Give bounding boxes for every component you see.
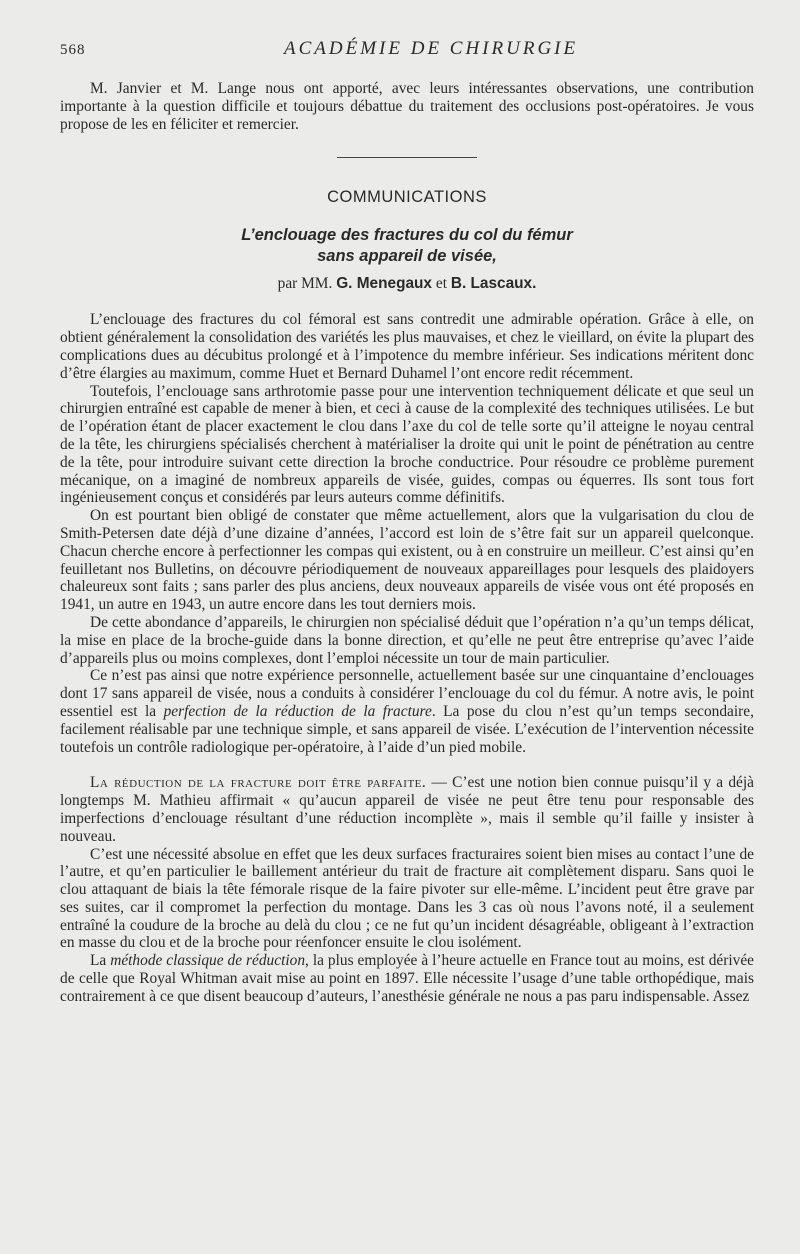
byline-and: et bbox=[435, 275, 447, 293]
p5-text-a: Ce n’est pas ainsi que notre expérience personnelle, actuellement basée sur une cinquantaine d’enclouages dont 17 sans appareil de visée, nous a conduits à considérer l’enclouage du col du fémur. A notre avis, le point essentiel est la bbox=[60, 667, 754, 720]
section-title: COMMUNICATIONS bbox=[327, 188, 487, 207]
article-title-line-1: L’enclouage des fractures du col du fémur bbox=[241, 226, 573, 245]
body-paragraph-3: On est pourtant bien obligé de constater que même actuellement, alors que la vulgarisation du clou de Smith-Petersen date déjà d’une dizaine d’années, l’accord est loin de s’être fait sur un appareil quelconque. Chacun cherche encore à perfectionner les compas qui existent, ou à en construire un meilleur. C’est ainsi qu’en feuilletant nos Bulletins, on découvre périodiquement de nouveaux appareillages pour lesquels des plaidoyers chaleureux sont faits ; sans parler des plus anciens, deux nouveaux appareils de visée vous ont été proposés en 1941, un autre en 1943, un autre encore dans les tout derniers mois. bbox=[60, 507, 754, 614]
author-1: G. Menegaux bbox=[336, 275, 432, 293]
body-paragraph-6 bbox=[60, 774, 754, 845]
article-title-line-2: sans appareil de visée, bbox=[317, 247, 497, 266]
subheading-reduction: La réduction de la fracture doit être parfaite. bbox=[90, 774, 427, 792]
section-gap bbox=[60, 756, 754, 774]
body-paragraph-5 bbox=[60, 667, 754, 756]
page-number: 568 bbox=[60, 42, 86, 58]
p6-text: — C’est une notion bien connue puisqu’il y a déjà longtemps M. Mathieu affirmait « qu’aucun appareil de visée ne peut être tenu pour responsable des imperfections d’enclouage résultant d’une réduction incomplète », mais il semble qu’il faille y insister à nouveau. bbox=[60, 774, 754, 845]
body-paragraph-1: L’enclouage des fractures du col fémoral est sans contredit une admirable opération. Grâce à elle, on obtient généralement la consolidation des variétés les plus mauvaises, et chez le vieillard, on évite la plupart des complications dues au décubitus prolongé et à l’impotence du membre inférieur. Ses indications méritent donc d’être élargies au maximum, comme Huet et Bernard Duhamel l’ont encore redit récemment. bbox=[60, 311, 754, 382]
byline bbox=[60, 275, 754, 293]
section-divider bbox=[337, 157, 477, 158]
page-header bbox=[60, 38, 754, 68]
byline-prefix: par MM. bbox=[277, 275, 333, 293]
p8-text-b: , la plus employée à l’heure actuelle en France tout au moins, est dérivée de celle que Royal Whitman avait mise au point en 1897. Elle nécessite l’usage d’une table orthopédique, mais contrairement à ce que disent beaucoup d’auteurs, l’anesthésie générale ne nous a pas paru indispensable. Assez bbox=[60, 952, 754, 1005]
author-2: B. Lascaux. bbox=[450, 275, 537, 293]
running-title: ACADÉMIE DE CHIRURGIE bbox=[284, 38, 579, 59]
body-paragraph-4: De cette abondance d’appareils, le chirurgien non spécialisé déduit que l’opération n’a qu’un temps délicat, la mise en place de la broche-guide dans la bonne direction, et qu’elle ne peut être entreprise qu’avec l’aide d’appareils plus ou moins complexes, dont l’emploi nécessite un tour de main particulier. bbox=[60, 613, 754, 667]
article-title bbox=[60, 225, 754, 267]
p8-text-a: La bbox=[90, 952, 107, 970]
intro-paragraph: M. Janvier et M. Lange nous ont apporté, avec leurs intéressantes observations, une contribution importante à la question difficile et toujours débattue du traitement des occlusions post-opératoires. Je vous propose de les en féliciter et remercier. bbox=[60, 80, 754, 133]
body-paragraph-8 bbox=[60, 952, 754, 1005]
p5-text-b: . La pose du clou n’est qu’un temps secondaire, facilement réalisable par une technique simple, et sans appareil de visée. L’exécution de l’intervention nécessite toutefois un contrôle radiologique per-opératoire, à l’aide d’un pied mobile. bbox=[60, 702, 754, 756]
body-paragraph-2: Toutefois, l’enclouage sans arthrotomie passe pour une intervention techniquement délicate et que seul un chirurgien entraîné est capable de mener à bien, et ceci à cause de la complexité des techniques utilisées. Le but de l’opération étant de placer exactement le clou dans l’axe du col de telle sorte qu’il atteigne le noyau central de la tête, les chirurgiens spécialisés cherchent à matérialiser la droite qui unit le point de pénétration au centre de la tête, pour introduire suivant cette direction la broche conductrice. Pour résoudre ce problème purement mécanique, on a imaginé de nombreux appareils de visée, guides, compas ou équerres. Ils sont tous fort ingénieusement conçus et considérés par leurs auteurs comme définitifs. bbox=[60, 382, 754, 507]
p5-emphasis: perfection de la réduction de la fracture bbox=[163, 702, 432, 720]
p8-emphasis: méthode classique de réduction bbox=[110, 952, 306, 970]
body-paragraph-7: C’est une nécessité absolue en effet que les deux surfaces fracturaires soient bien mises au contact l’une de l’autre, et qu’en particulier le baillement antérieur du trait de fracture ait complètement disparu. Sans quoi le clou attaquant de biais la tête fémorale risque de la faire pivoter sur elle-même. L’incident peut être grave par ses suites, car il compromet la perfection du montage. Dans les 3 cas où nous l’avons noté, il a seulement entraîné la coudure de la broche au delà du clou ; ce ne fut qu’un incident désagréable, obligeant à l’extraction en masse du clou et de la broche pour réenfoncer ensuite le clou isolément. bbox=[60, 845, 754, 952]
